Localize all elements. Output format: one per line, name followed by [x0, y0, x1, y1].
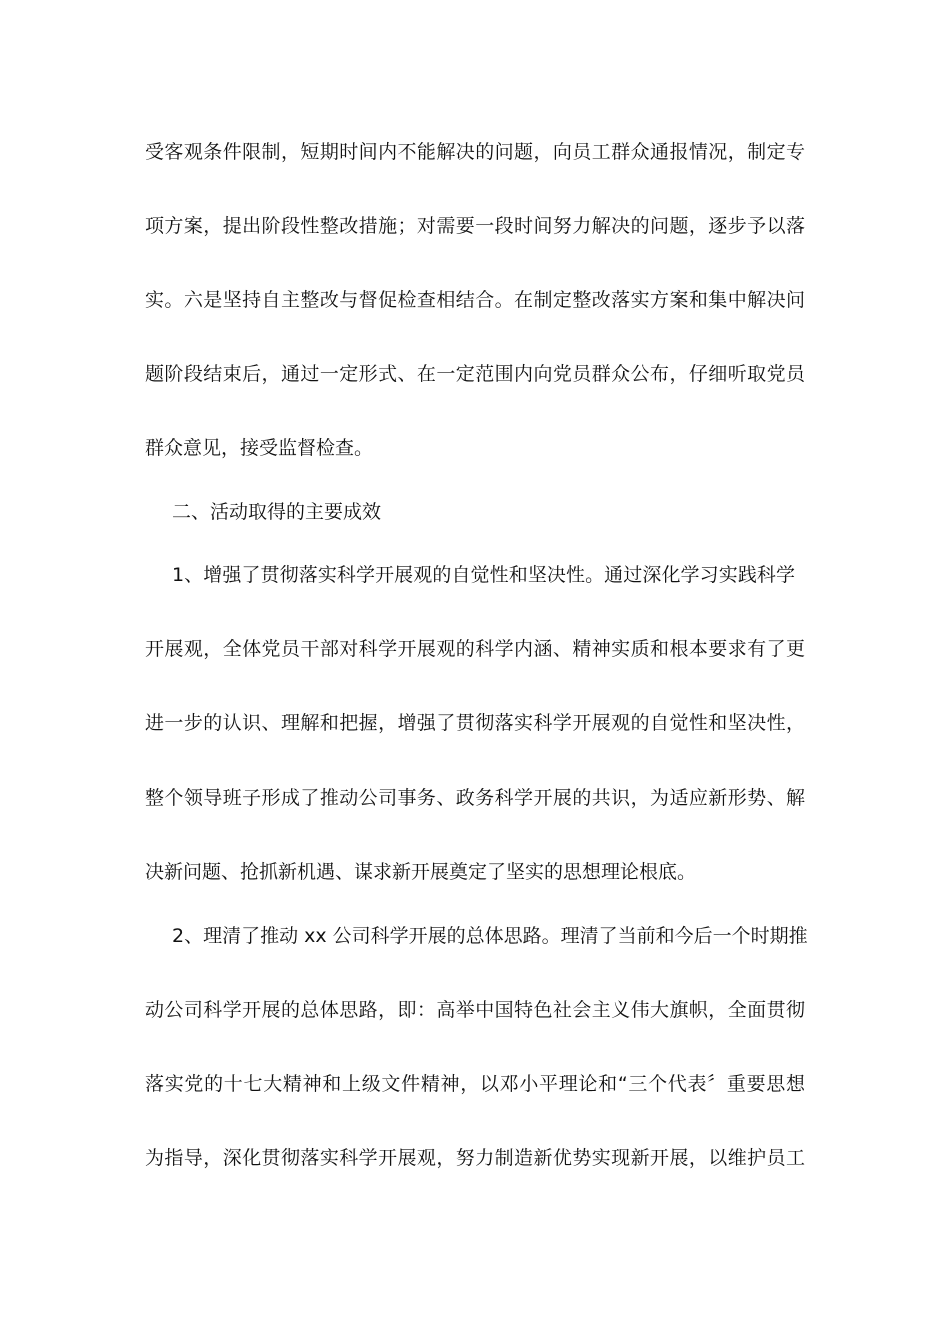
- body-text-line: 项方案，提出阶段性整改措施；对需要一段时间努力解决的问题，逐步予以落: [145, 215, 805, 237]
- body-text-line: 2、理清了推动 xx 公司科学开展的总体思路。理清了当前和今后一个时期推: [172, 925, 808, 947]
- body-text-line: 实。六是坚持自主整改与督促检查相结合。在制定整改落实方案和集中解决问: [145, 289, 805, 311]
- body-text-line: 落实党的十七大精神和上级文件精神，以邓小平理论和“三个代表〞重要思想: [145, 1073, 805, 1095]
- body-text-line: 受客观条件限制，短期时间内不能解决的问题，向员工群众通报情况，制定专: [145, 141, 805, 163]
- body-text-line: 决新问题、抢抓新机遇、谋求新开展奠定了坚实的思想理论根底。: [145, 861, 697, 883]
- body-text-line: 整个领导班子形成了推动公司事务、政务科学开展的共识，为适应新形势、解: [145, 787, 805, 809]
- body-text-line: 动公司科学开展的总体思路，即：高举中国特色社会主义伟大旗帜，全面贯彻: [145, 999, 805, 1021]
- section-heading: 二、活动取得的主要成效: [172, 501, 382, 523]
- body-text-line: 题阶段结束后，通过一定形式、在一定范围内向党员群众公布，仔细听取党员: [145, 363, 805, 385]
- body-text-line: 开展观，全体党员干部对科学开展观的科学内涵、精神实质和根本要求有了更: [145, 638, 805, 660]
- body-text-line: 群众意见，接受监督检查。: [145, 437, 374, 459]
- body-text-line: 进一步的认识、理解和把握，增强了贯彻落实科学开展观的自觉性和坚决性，: [145, 712, 805, 734]
- body-text-line: 1、增强了贯彻落实科学开展观的自觉性和坚决性。通过深化学习实践科学: [172, 564, 795, 586]
- body-text-line: 为指导，深化贯彻落实科学开展观，努力制造新优势实现新开展，以维护员工: [145, 1147, 805, 1169]
